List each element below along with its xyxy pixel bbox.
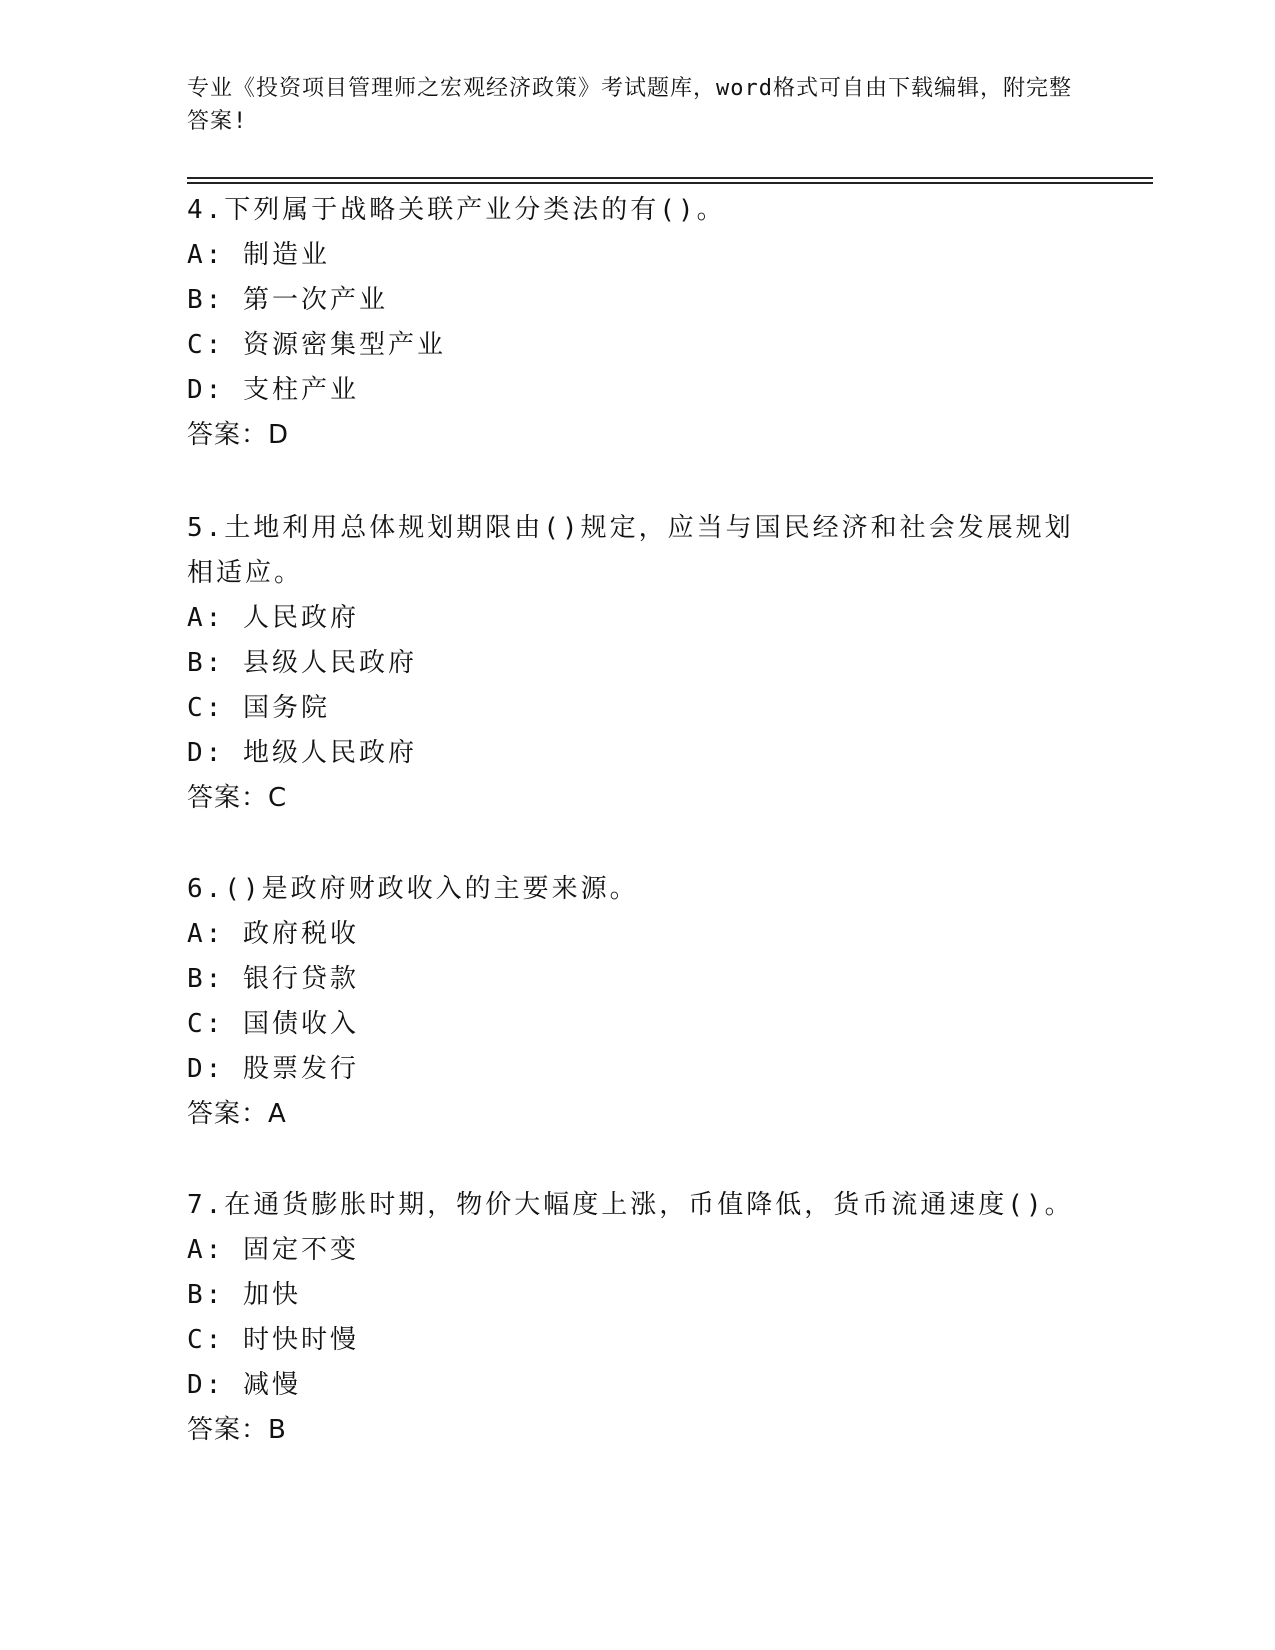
option-b: B: 县级人民政府	[187, 648, 417, 678]
option-b: B: 第一次产业	[187, 285, 388, 315]
question-stem: 7.在通货膨胀时期，物价大幅度上涨，币值降低，货币流通速度()。	[187, 1190, 1074, 1220]
option-a: A: 人民政府	[187, 603, 359, 633]
option-b: B: 银行贷款	[187, 964, 359, 994]
option-c: C: 国务院	[187, 693, 330, 723]
intro-text: 专业《投资项目管理师之宏观经济政策》考试题库，word格式可自由下载编辑，附完整答案!	[187, 76, 1072, 134]
question-6	[187, 867, 1087, 1137]
option-c: C: 资源密集型产业	[187, 330, 446, 360]
option-c: C: 国债收入	[187, 1009, 359, 1039]
option-a: A: 政府税收	[187, 919, 359, 949]
option-d: D: 减慢	[187, 1370, 301, 1400]
answer-line: 答案：C	[187, 783, 288, 813]
question-4	[187, 188, 1087, 458]
answer-line: 答案：B	[187, 1415, 287, 1445]
question-stem: 4.下列属于战略关联产业分类法的有()。	[187, 195, 726, 225]
header-divider-top	[187, 177, 1153, 179]
question-stem: 6.()是政府财政收入的主要来源。	[187, 874, 639, 904]
option-a: A: 制造业	[187, 240, 330, 270]
question-7	[187, 1183, 1087, 1453]
question-5	[187, 506, 1087, 821]
header-divider-bottom	[187, 182, 1153, 184]
option-d: D: 股票发行	[187, 1054, 359, 1084]
option-a: A: 固定不变	[187, 1235, 359, 1265]
option-d: D: 支柱产业	[187, 375, 359, 405]
option-c: C: 时快时慢	[187, 1325, 359, 1355]
option-d: D: 地级人民政府	[187, 738, 417, 768]
answer-line: 答案：A	[187, 1099, 287, 1129]
option-b: B: 加快	[187, 1280, 301, 1310]
answer-line: 答案：D	[187, 420, 290, 450]
question-stem: 5.土地利用总体规划期限由()规定，应当与国民经济和社会发展规划相适应。	[187, 513, 1074, 588]
